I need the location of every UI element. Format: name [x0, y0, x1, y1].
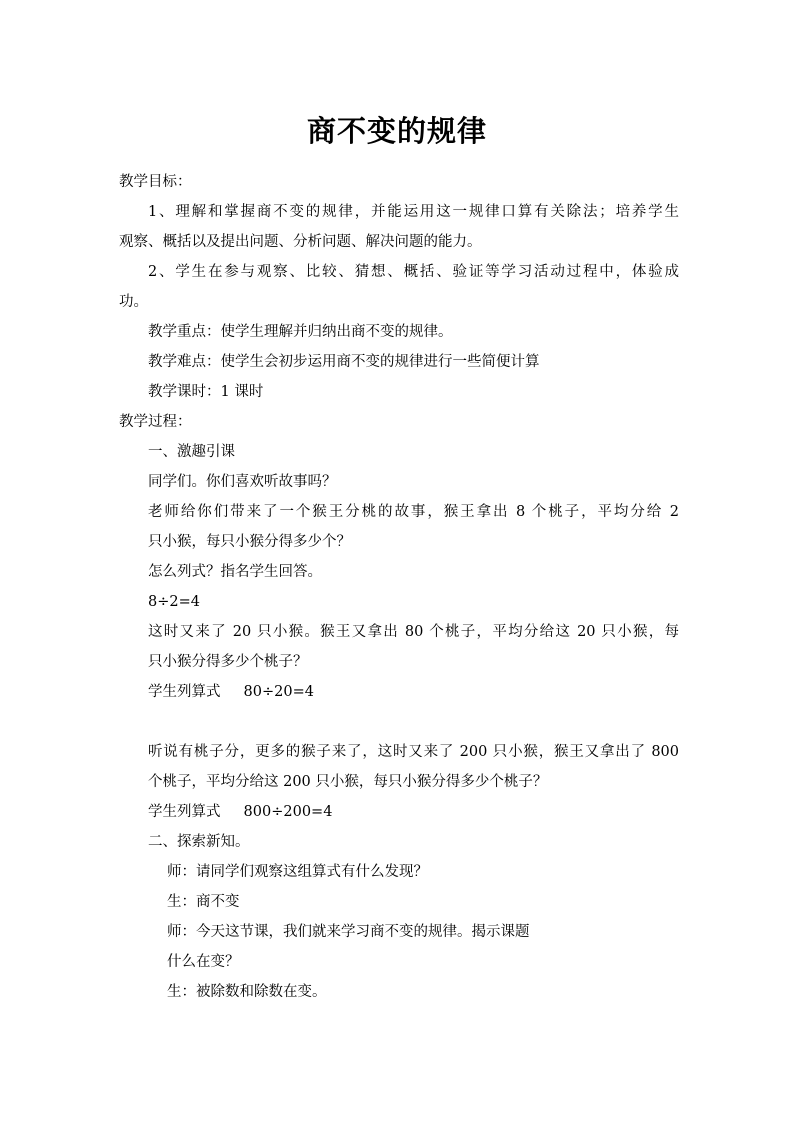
equation-3: 学生列算式 800÷200=4	[148, 804, 333, 820]
paragraph-twenty-line-1: 这时又来了 20 只小猴。猴王又拿出 80 个桃子，平均分给这 20 只小猴，每	[148, 624, 679, 640]
class-periods: 教学课时：1 课时	[148, 384, 264, 400]
equation-2: 学生列算式 80÷20=4	[148, 684, 314, 700]
page-title: 商不变的规律	[306, 114, 487, 148]
blank-line	[119, 707, 679, 737]
paragraph-hundred-line-1: 听说有桃子分，更多的猴子来了，这时又来了 200 只小猴，猴王又拿出了 800	[148, 744, 679, 760]
dialogue-teacher-1: 师：请同学们观察这组算式有什么发现？	[167, 864, 428, 880]
difficulty: 教学难点：使学生会初步运用商不变的规律进行一些简便计算	[148, 354, 540, 370]
key-point: 教学重点：使学生理解并归纳出商不变的规律。	[148, 324, 453, 340]
objective-2-line-1: 2、学生在参与观察、比较、猜想、概括、验证等学习活动过程中，体验成	[148, 264, 679, 280]
process-heading: 教学过程：	[119, 414, 192, 430]
dialogue-student-2: 生：被除数和除数在变。	[167, 984, 327, 1000]
paragraph-twenty-line-2: 只小猴分得多少个桃子？	[148, 654, 308, 670]
paragraph-question: 同学们。你们喜欢听故事吗？	[148, 474, 337, 490]
paragraph-story-line-1: 老师给你们带来了一个猴王分桃的故事，猴王拿出 8 个桃子，平均分给 2	[148, 504, 679, 520]
paragraph-story-line-2: 只小猴，每只小猴分得多少个？	[148, 534, 351, 550]
section-1-heading: 一、激趣引课	[148, 444, 235, 460]
equation-1: 8÷2=4	[148, 594, 200, 610]
objective-1-line-2: 观察、概括以及提出问题、分析问题、解决问题的能力。	[119, 234, 482, 250]
paragraph-how-to: 怎么列式？指名学生回答。	[148, 564, 322, 580]
dialogue-question: 什么在变？	[167, 954, 240, 970]
objectives-heading: 教学目标：	[119, 174, 192, 190]
document-body	[119, 167, 679, 1007]
section-2-heading: 二、探索新知。	[148, 834, 250, 850]
dialogue-student-1: 生：商不变	[167, 894, 240, 910]
dialogue-teacher-2: 师：今天这节课，我们就来学习商不变的规律。揭示课题	[167, 924, 530, 940]
objective-1-line-1: 1、理解和掌握商不变的规律，并能运用这一规律口算有关除法；培养学生	[148, 204, 679, 220]
objective-2-line-2: 功。	[119, 294, 148, 310]
paragraph-hundred-line-2: 个桃子，平均分给这 200 只小猴，每只小猴分得多少个桃子？	[148, 774, 548, 790]
